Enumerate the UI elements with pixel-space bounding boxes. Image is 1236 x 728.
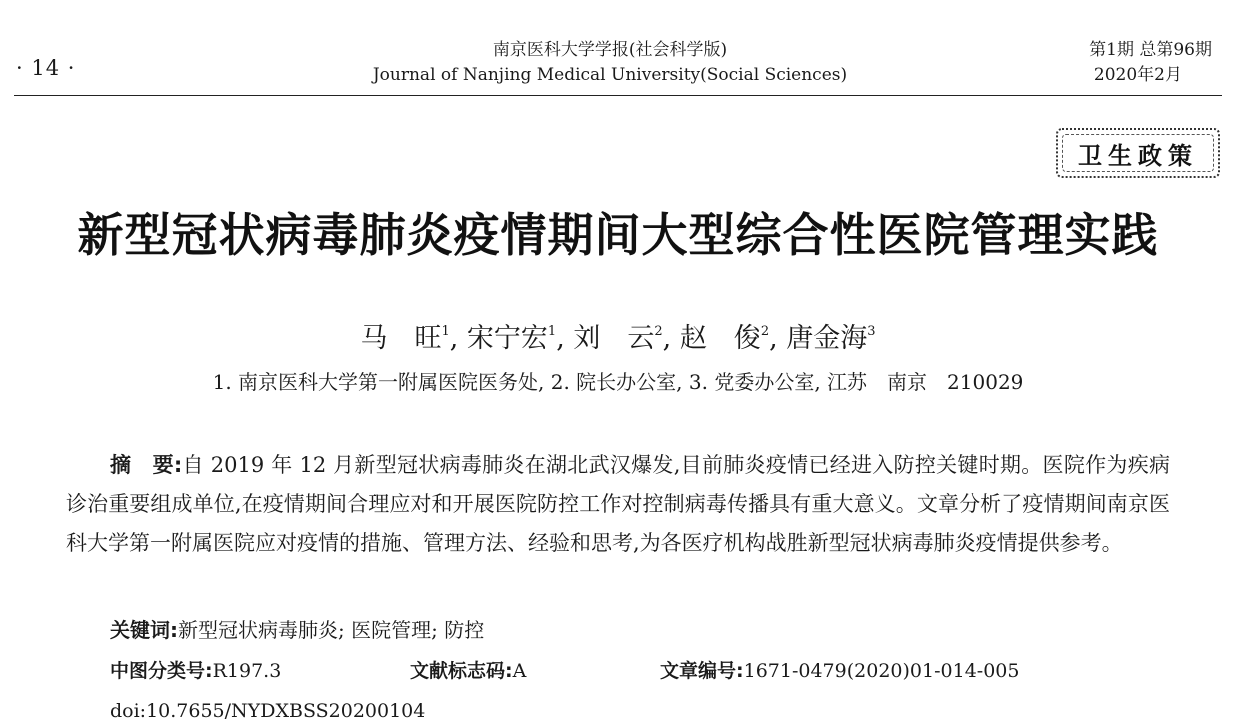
article-number	[660, 656, 1019, 686]
author-name: 宋宁宏	[466, 323, 548, 354]
affiliations: 1. 南京医科大学第一附属医院医务处, 2. 院长办公室, 3. 党委办公室, 江苏 南京 210029	[212, 370, 1024, 394]
issue-date: 2020年2月	[1093, 65, 1182, 85]
author-affiliation-mark: 2	[654, 324, 663, 339]
column-label: 卫生政策	[1078, 141, 1198, 170]
abstract-text: 自 2019 年 12 月新型冠状病毒肺炎在湖北武汉爆发,目前肺炎疫情已经进入防控关键时期。医院作为疾病诊治重要组成单位,在疫情期间合理应对和开展医院防控工作对控制病毒传播具有重大意义。文章分析了疫情期间南京医科大学第一附属医院应对疫情的措施、管理方法、经验和思考,为各医疗机构战胜新型冠状病毒肺炎疫情提供参考。	[66, 453, 1170, 555]
clc-number	[110, 656, 281, 686]
page-number: · 14 ·	[16, 56, 76, 80]
author-affiliation-mark: 2	[760, 324, 770, 339]
keywords-text: 新型冠状病毒肺炎; 医院管理; 防控	[178, 618, 485, 642]
doi: doi:10.7655/NYDXBSS20200104	[110, 700, 426, 722]
author-affiliation-mark: 1	[547, 324, 557, 339]
author-list: 马 旺$^1$, 宋宁宏$^1$, 刘 云$^2$, 赵 俊$^2$, 唐金海$^3$	[360, 323, 876, 354]
author-affiliation-mark: 3	[867, 324, 876, 339]
author-name: 刘 云	[573, 323, 655, 354]
issue-info	[952, 38, 1212, 88]
journal-title-cn: 南京医科大学学报(社会科学版)	[492, 40, 728, 60]
author-name: 马 旺	[360, 323, 442, 354]
keywords-label: 关键词:	[110, 618, 178, 642]
author-affiliation-mark: 1	[441, 324, 450, 339]
clc-label: 中图分类号:	[110, 660, 213, 682]
issue-number: 第1期 总第96期	[1089, 40, 1212, 60]
journal-header	[360, 38, 860, 88]
header-divider	[14, 95, 1222, 96]
author-name: 唐金海	[786, 323, 868, 354]
abstract-label: 摘 要:	[110, 453, 183, 477]
journal-title-en: Journal of Nanjing Medical University(Social Sciences)	[372, 65, 848, 85]
document-code	[410, 656, 526, 686]
article-number-value: 1671-0479(2020)01-014-005	[743, 660, 1020, 682]
article-title: 新型冠状病毒肺炎疫情期间大型综合性医院管理实践	[77, 208, 1159, 262]
keywords	[110, 614, 484, 646]
article-number-label: 文章编号:	[660, 660, 744, 682]
clc-value: R197.3	[212, 660, 282, 682]
abstract	[66, 446, 1170, 563]
document-code-label: 文献标志码:	[410, 660, 513, 682]
column-badge	[1056, 128, 1220, 178]
document-code-value: A	[512, 660, 527, 682]
author-name: 赵 俊	[679, 323, 761, 354]
